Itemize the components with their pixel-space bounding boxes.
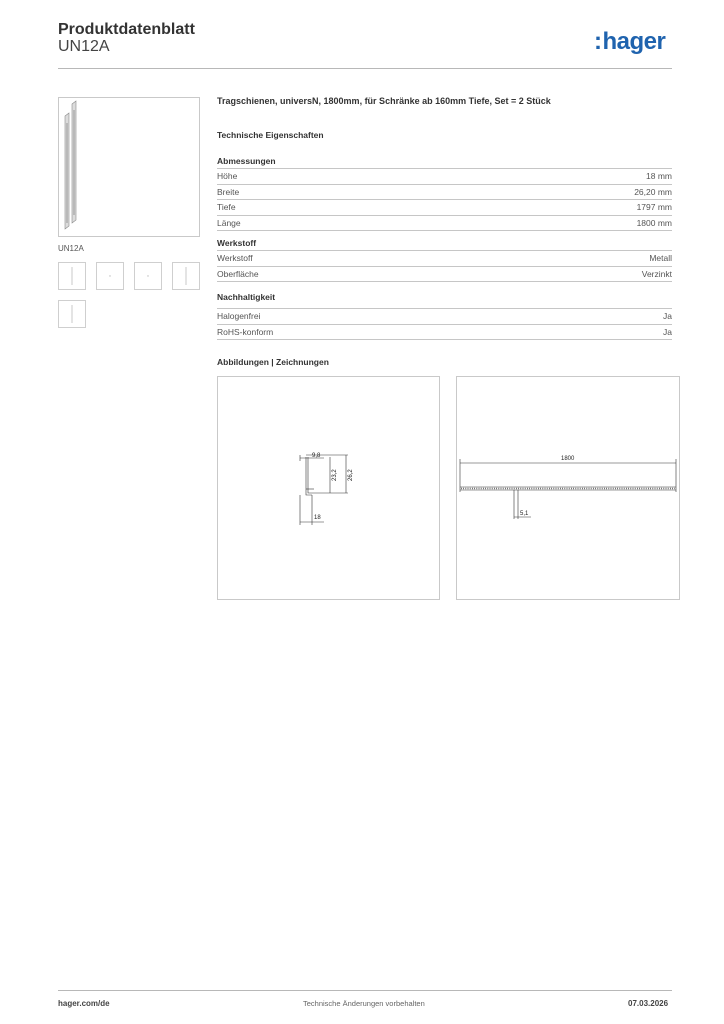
footer-website-link[interactable]: hager.com/de	[58, 999, 110, 1008]
thumb-rail-icon	[173, 263, 199, 289]
row-label: Halogenfrei	[217, 311, 261, 322]
group-title-sustainability: Nachhaltigkeit	[217, 292, 276, 302]
table-row	[217, 168, 672, 184]
thumb-rail-icon	[59, 263, 85, 289]
footer-divider	[58, 990, 672, 991]
row-label: Länge	[217, 217, 241, 228]
logo-text: hager	[602, 28, 666, 55]
row-label: Breite	[217, 186, 240, 197]
dim-label-right: 26,2	[348, 469, 354, 481]
table-row	[217, 266, 672, 283]
sustainability-table	[217, 308, 672, 340]
dim-label-mid: 23,2	[332, 469, 338, 481]
table-row	[217, 250, 672, 266]
table-row	[217, 324, 672, 341]
thumbnail-2[interactable]	[96, 262, 124, 290]
hager-logo: :hager	[594, 28, 666, 55]
dimensions-table	[217, 168, 672, 231]
header-divider	[58, 68, 672, 69]
thumbnail-3[interactable]	[134, 262, 162, 290]
group-title-material: Werkstoff	[217, 238, 257, 248]
row-value: Ja	[663, 326, 672, 337]
product-code: UN12A	[58, 38, 110, 55]
row-value: 1800 mm	[636, 217, 672, 228]
row-value: 18 mm	[646, 171, 672, 182]
table-row	[217, 184, 672, 200]
row-label: Höhe	[217, 171, 238, 182]
thumbnail-4[interactable]	[172, 262, 200, 290]
table-row	[217, 199, 672, 215]
footer-disclaimer: Technische Änderungen vorbehalten	[303, 999, 425, 1008]
dim-label-small: 5,1	[520, 511, 529, 517]
dim-label-length: 1800	[561, 456, 575, 462]
cross-section-drawing	[217, 376, 440, 600]
group-title-dimensions: Abmessungen	[217, 156, 276, 166]
row-value: Verzinkt	[641, 268, 672, 279]
product-image	[58, 97, 200, 237]
row-value: Ja	[663, 311, 672, 322]
thumbnail-1[interactable]	[58, 262, 86, 290]
dim-label-bottom: 18	[314, 515, 321, 521]
drawings-title: Abbildungen | Zeichnungen	[217, 357, 329, 367]
row-label: Werkstoff	[217, 253, 253, 264]
thumb-dot-icon	[97, 263, 123, 289]
row-label: Tiefe	[217, 202, 236, 213]
rail-illustration	[59, 98, 199, 236]
length-drawing	[456, 376, 680, 600]
cross-section-svg	[218, 377, 439, 599]
thumb-dot-icon	[135, 263, 161, 289]
row-value: 1797 mm	[636, 202, 672, 213]
length-svg	[457, 377, 679, 599]
dim-label-top: 9,8	[312, 453, 321, 459]
table-row	[217, 215, 672, 232]
row-value: 26,20 mm	[634, 186, 672, 197]
product-description: Tragschienen, universN, 1800mm, für Schränke ab 160mm Tiefe, Set = 2 Stück	[217, 96, 551, 106]
technical-properties-title: Technische Eigenschaften	[217, 130, 324, 140]
row-label: RoHS-konform	[217, 326, 274, 337]
document-title: Produktdatenblatt	[58, 21, 195, 38]
row-label: Oberfläche	[217, 268, 259, 279]
thumbnail-5[interactable]	[58, 300, 86, 328]
product-image-label: UN12A	[58, 244, 84, 253]
footer-date: 07.03.2026	[628, 999, 669, 1008]
table-row	[217, 308, 672, 324]
thumb-rail-icon	[59, 301, 85, 327]
material-table	[217, 250, 672, 282]
row-value: Metall	[649, 253, 672, 264]
